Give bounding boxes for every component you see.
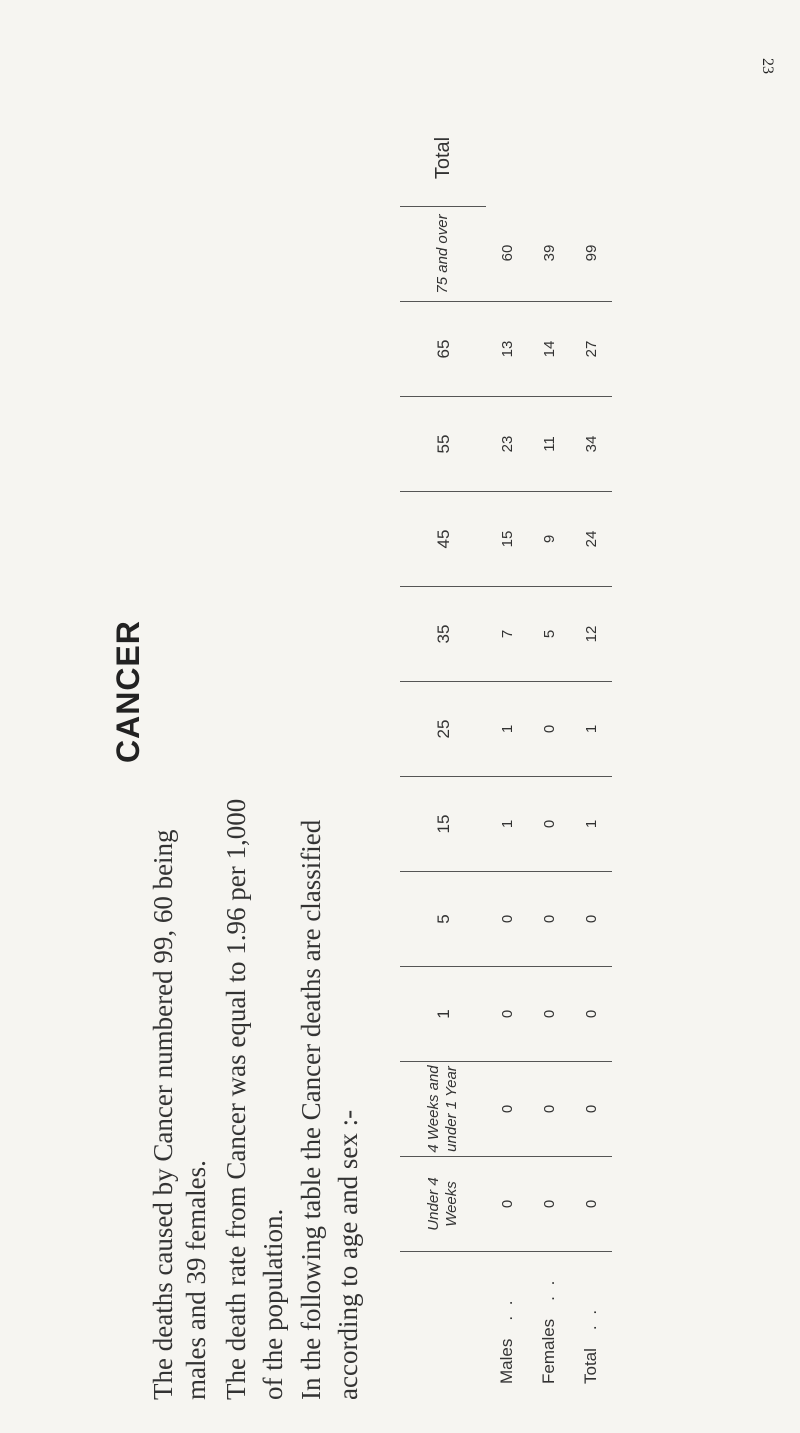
table-cell-total: 39 xyxy=(528,205,570,302)
table-cell: 0 xyxy=(528,777,570,872)
table-cell: 0 xyxy=(486,967,528,1062)
row-label xyxy=(528,1252,570,1392)
paragraph-2-line-1: The death rate from Cancer was equal to 1.96 per 1,000 xyxy=(221,798,251,1400)
table-cell: 24 xyxy=(570,492,612,587)
paragraph-1-line-1: The deaths caused by Cancer numbered 99, 60 being xyxy=(148,829,178,1400)
table-cell: 0 xyxy=(570,967,612,1062)
table-cell: 23 xyxy=(486,397,528,492)
row-label-text: Total xyxy=(581,1348,600,1384)
table-cell: 0 xyxy=(570,872,612,967)
header-label-cell xyxy=(400,1252,486,1392)
table-cell: 0 xyxy=(570,1062,612,1157)
paragraph-3-line-1: In the following table the Cancer deaths are classified xyxy=(296,819,326,1400)
header-age-5: 5 xyxy=(400,872,486,967)
header-age-35: 35 xyxy=(400,587,486,682)
table-row-males xyxy=(486,110,528,1392)
table-cell: 13 xyxy=(486,302,528,397)
table-header-row xyxy=(400,110,486,1392)
table-cell: 27 xyxy=(570,302,612,397)
table-cell: 1 xyxy=(570,777,612,872)
table-cell: 0 xyxy=(528,1157,570,1252)
table-cell: 34 xyxy=(570,397,612,492)
table-cell-total: 60 xyxy=(486,205,528,302)
header-age-45: 45 xyxy=(400,492,486,587)
table-cell-total: 99 xyxy=(570,205,612,302)
row-label-text: Females xyxy=(539,1318,558,1384)
table-cell: 5 xyxy=(528,587,570,682)
table-cell: 0 xyxy=(528,967,570,1062)
row-dots: . . xyxy=(581,1306,600,1331)
table-cell: 7 xyxy=(486,587,528,682)
row-dots: . . xyxy=(497,1297,516,1321)
table-row-total xyxy=(570,110,612,1392)
table-cell: 11 xyxy=(528,397,570,492)
row-label-text: Males xyxy=(497,1338,516,1384)
row-label xyxy=(486,1252,528,1392)
header-4-weeks-to-1-year: 4 Weeks and under 1 Year xyxy=(400,1062,486,1157)
paragraph-1-line-2: males and 39 females. xyxy=(181,1160,211,1400)
page-title: CANCER xyxy=(110,620,146,763)
cancer-deaths-table xyxy=(400,110,612,1392)
header-age-55: 55 xyxy=(400,397,486,492)
paragraph-2-line-2: of the population. xyxy=(258,1208,288,1400)
table-cell: 0 xyxy=(486,1062,528,1157)
row-dots: . . xyxy=(539,1277,558,1301)
table-row-females xyxy=(528,110,570,1392)
header-under-4-weeks: Under 4 Weeks xyxy=(400,1157,486,1252)
table-cell: 9 xyxy=(528,492,570,587)
table-cell: 1 xyxy=(570,682,612,777)
header-age-25: 25 xyxy=(400,682,486,777)
table-cell: 14 xyxy=(528,302,570,397)
header-age-65: 65 xyxy=(400,302,486,397)
table-cell: 15 xyxy=(486,492,528,587)
paragraph-3-line-2: according to age and sex :- xyxy=(333,1109,363,1400)
table-cell: 1 xyxy=(486,777,528,872)
table-cell: 1 xyxy=(486,682,528,777)
table-cell: 0 xyxy=(570,1157,612,1252)
table-cell: 0 xyxy=(486,1157,528,1252)
header-age-1: 1 xyxy=(400,967,486,1062)
table-cell: 0 xyxy=(528,682,570,777)
header-75-and-over: 75 and over xyxy=(400,207,486,302)
table-cell: 0 xyxy=(528,1062,570,1157)
table-cell: 12 xyxy=(570,587,612,682)
row-label xyxy=(570,1252,612,1392)
header-total: Total xyxy=(400,110,486,207)
header-age-15: 15 xyxy=(400,777,486,872)
table-cell: 0 xyxy=(486,872,528,967)
page-number: 23 xyxy=(759,58,776,74)
table-cell: 0 xyxy=(528,872,570,967)
